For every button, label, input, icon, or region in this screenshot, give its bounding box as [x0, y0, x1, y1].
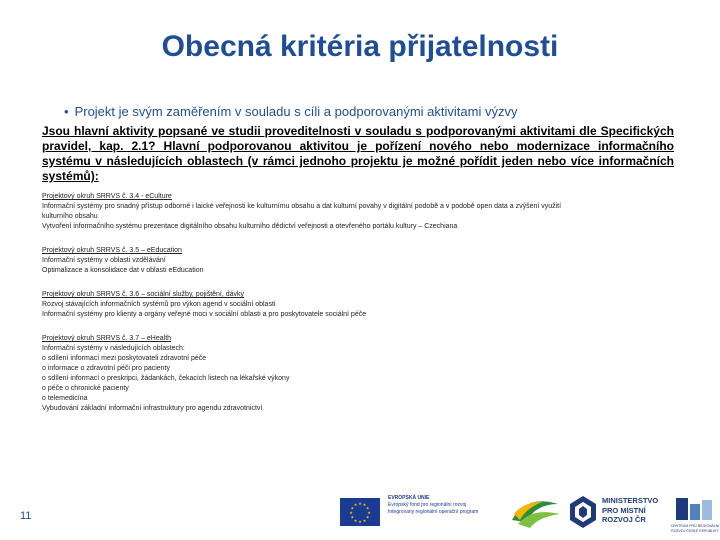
svg-text:★: ★	[358, 501, 362, 506]
mmr-line-2: PRO MÍSTNÍ	[602, 505, 646, 515]
project-area-line: o sdílení informací o preskripci, žádankách, čekacích listech na lékařské výkony	[42, 375, 290, 382]
svg-text:★: ★	[349, 510, 353, 515]
bullet-item	[64, 104, 517, 119]
project-area-line: o telemedicína	[42, 395, 88, 402]
crr-logo-text: CENTRUM PRO REGIONÁLNÍ ROZVOJ ČESKÉ REPUBLIKY	[670, 524, 720, 533]
eu-programme: Integrovaný regionální operační program	[388, 509, 479, 515]
mmr-line-3: ROZVOJ ČR	[602, 515, 646, 524]
svg-text:★: ★	[365, 514, 370, 520]
project-area-heading: Projektový okruh SRRVS č. 3.6 – sociální služby, pojištění, dávky	[42, 291, 245, 298]
svg-text:★: ★	[362, 502, 367, 508]
bullet-dot-icon: •	[64, 104, 69, 119]
project-area-line: Vytvoření informačního systému prezentace digitálního obsahu kulturního dědictví veřejnosti a otevřeného portálu kultury – Czechiana	[42, 223, 458, 230]
bullet-text: Projekt je svým zaměřením v souladu s cíli a podporovanými aktivitami výzvy	[74, 104, 518, 119]
footer-logos	[336, 490, 720, 534]
slide-title: Obecná kritéria přijatelnosti	[161, 30, 559, 63]
crr-logo-icon	[672, 494, 716, 524]
svg-text:★: ★	[350, 505, 355, 511]
project-area-line: Informační systémy pro klienty a orgány veřejné moci v sociální oblasti a pro poskytovatele sociální péče	[42, 311, 367, 318]
page-number: 11	[20, 510, 32, 522]
project-area-ehealth	[42, 334, 682, 414]
mmr-logo-text	[602, 496, 658, 525]
project-area-heading: Projektový okruh SRRVS č. 3.4 - eCulture	[42, 193, 172, 200]
project-area-heading: Projektový okruh SRRVS č. 3.7 – eHealth	[42, 335, 172, 342]
svg-text:★: ★	[350, 514, 355, 520]
project-areas	[42, 192, 682, 428]
eu-flag-icon	[340, 498, 380, 526]
eu-fund: Evropský fond pro regionální rozvoj	[388, 502, 467, 508]
mmr-line-1: MINISTERSTVO	[602, 496, 659, 505]
project-area-social	[42, 290, 682, 320]
project-area-line: o sdílení informací mezi poskytovateli zdravotní péče	[42, 355, 207, 362]
eu-title: EVROPSKÁ UNIE	[388, 495, 430, 501]
project-area-line: o péče o chronické pacienty	[42, 385, 129, 392]
project-area-line: Vybudování základní informační infrastruktury pro agendu zdravotnictví	[42, 405, 263, 412]
mmr-emblem-icon	[568, 494, 598, 530]
svg-text:★: ★	[358, 519, 362, 524]
project-area-eculture	[42, 192, 682, 232]
intro-paragraph: Jsou hlavní aktivity popsané ve studii proveditelnosti v souladu s podporovanými aktivitami dle Specifických pravidel, kap. 2.1? Hlavní podporovanou aktivitou je pořízení nového nebo modernizace informačního systému v následujících oblastech (v rámci jednoho projektu je možné pořídit jeden nebo více informačních systémů):	[42, 124, 674, 183]
svg-text:★: ★	[367, 510, 371, 515]
svg-text:★: ★	[365, 505, 370, 511]
eu-logo-text	[388, 495, 478, 516]
project-area-line: Informační systémy v následujících oblastech:	[42, 345, 185, 352]
project-area-line: Informační systémy pro snadný přístup odborné i laické veřejnosti ke kulturnímu obsahu a dat kulturní povahy v digitální podobě a v podobě open data a zvýšení využití	[42, 203, 562, 210]
project-area-line: Rozvoj stávajících informačních systémů pro výkon agend v sociální oblasti	[42, 301, 276, 308]
project-area-eeducation	[42, 246, 682, 276]
project-area-heading: Projektový okruh SRRVS č. 3.5 – eEducation	[42, 247, 182, 254]
svg-text:★: ★	[362, 517, 367, 523]
project-area-line: o informace o zdravotní péči pro pacienty	[42, 365, 171, 372]
svg-text:★: ★	[353, 517, 358, 523]
project-area-line: kulturního obsahu	[42, 213, 98, 220]
irop-logo-icon	[508, 494, 564, 530]
project-area-line: Optimalizace a konsolidace dat v oblasti eEducation	[42, 267, 204, 274]
project-area-line: Informační systémy v oblasti vzdělávání	[42, 257, 166, 264]
svg-text:★: ★	[353, 502, 358, 508]
